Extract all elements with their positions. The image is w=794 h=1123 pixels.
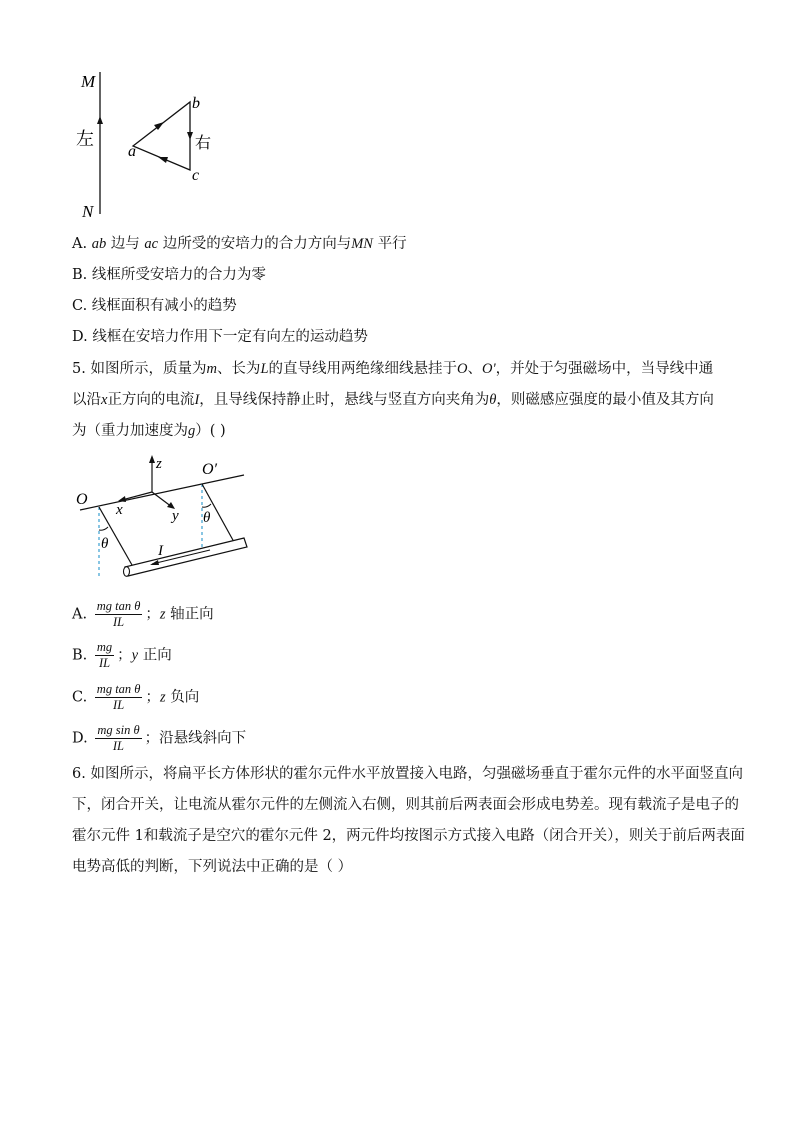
label-y: y [172, 508, 179, 524]
q6-stem-line1: 6. 如图所示，将扁平长方体形状的霍尔元件水平放置接入电路，匀强磁场垂直于霍尔元件的水平面竖直向 [72, 766, 743, 782]
label-a: a [128, 143, 136, 160]
q5-stem-line2: 以沿x正方向的电流I，且导线保持静止时，悬线与竖直方向夹角为θ，则磁感应强度的最小值及其方向 [72, 392, 714, 408]
q4-option-b: B. 线框所受安培力的合力为零 [72, 267, 266, 283]
ca-arrow [158, 157, 168, 163]
label-m: M [81, 72, 96, 91]
q4-option-c: C. 线框面积有减小的趋势 [72, 298, 237, 314]
bc-arrow [187, 132, 193, 140]
label-theta-right: θ [203, 510, 211, 526]
q6-stem-line2: 下，闭合开关，让电流从霍尔元件的左侧流入右侧，则其前后两表面会形成电势差。现有载流子是电子的 [72, 797, 739, 813]
q6-stem-line4: 电势高低的判断，下列说法中正确的是（ ） [72, 859, 353, 875]
label-right: 右 [195, 135, 212, 152]
label-o-prime: O′ [202, 461, 218, 478]
angle-arc-right [202, 504, 211, 507]
q5-option-a: A. $\frac{\text{mg tan θ}}{IL}$ ；z 轴正向 [72, 599, 214, 629]
q5-option-c: C. $\frac{\text{mg tan θ}}{IL}$ ；z 负向 [72, 682, 200, 712]
suspended-wire-figure [72, 452, 262, 582]
q5-option-d: D. $\frac{\text{mg sin θ}}{IL}$ ；沿悬线斜向下 [72, 723, 247, 753]
wire-loop-figure [70, 62, 230, 222]
q4-option-a: A. ab 边与 ac 边所受的安培力的合力方向与MN 平行 [72, 236, 407, 252]
angle-arc-left [99, 527, 108, 530]
label-c: c [192, 167, 200, 184]
label-b: b [192, 95, 200, 112]
label-theta-left: θ [101, 536, 109, 552]
label-left: 左 [76, 129, 94, 149]
label-z: z [156, 456, 162, 472]
q5-option-b: B. $\frac{mg}{IL}$ ；y 正向 [72, 640, 172, 670]
z-arrow [149, 455, 155, 463]
q5-stem-line1: 5. 如图所示，质量为m、长为L的直导线用两绝缘细线悬挂于O、O'，并处于匀强磁场中，当导线中通 [72, 361, 714, 377]
q4-option-d: D. 线框在安培力作用下一定有向左的运动趋势 [72, 329, 368, 345]
q6-stem-line3: 霍尔元件 1和载流子是空穴的霍尔元件 2，两元件均按图示方式接入电路（闭合开关），则关于前后两表面 [72, 828, 745, 844]
wire-current-arrow [97, 116, 103, 124]
rod-end [124, 567, 130, 577]
label-n: N [82, 202, 94, 221]
label-current: I [158, 543, 163, 559]
triangle-loop [133, 102, 190, 170]
label-o: O [76, 491, 88, 508]
conductor-rod [125, 538, 247, 576]
q5-stem-line3: 为（重力加速度为g）( ) [72, 423, 226, 439]
support-rod [80, 475, 244, 510]
label-x: x [116, 502, 123, 518]
